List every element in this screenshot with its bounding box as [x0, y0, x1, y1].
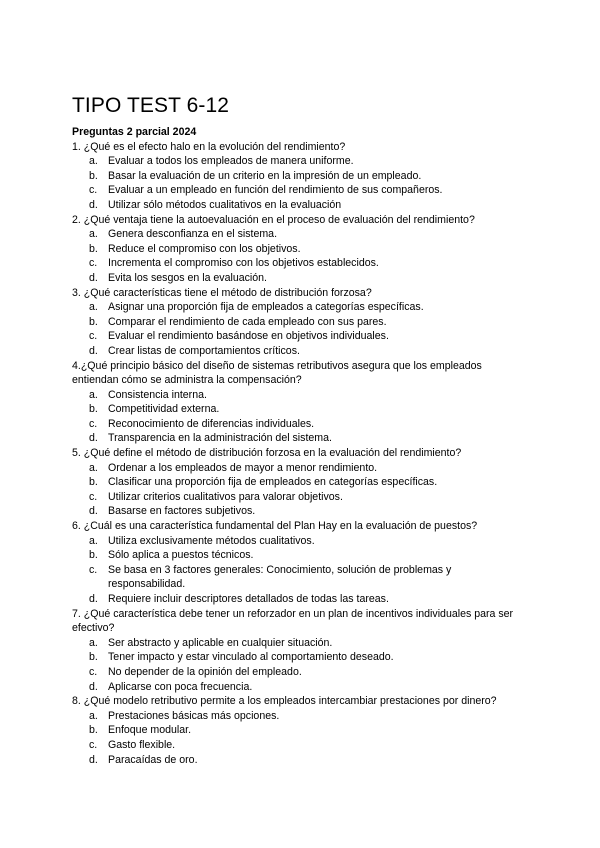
option-text: Incrementa el compromiso con los objetivos establecidos. [108, 257, 379, 270]
answer-option [72, 650, 528, 665]
answer-option [72, 636, 528, 651]
section-subtitle: Preguntas 2 parcial 2024 [72, 126, 197, 138]
question-text: 6. ¿Cuál es una característica fundamental del Plan Hay en la evaluación de puestos? [72, 520, 478, 533]
answer-option [72, 242, 528, 257]
question-block [72, 446, 528, 519]
answer-option [72, 753, 528, 768]
option-text: Ser abstracto y aplicable en cualquier situación. [108, 636, 333, 649]
question-text: 1. ¿Qué es el efecto halo en la evolución del rendimiento? [72, 140, 346, 153]
answer-option [72, 680, 528, 695]
option-list [72, 388, 528, 446]
option-letter: c. [89, 257, 98, 270]
question-text: 8. ¿Qué modelo retributivo permite a los empleados intercambiar prestaciones por dinero? [72, 695, 497, 708]
option-text: Basar la evaluación de un criterio en la impresión de un empleado. [108, 169, 422, 182]
option-text: Reconocimiento de diferencias individuales. [108, 417, 315, 430]
answer-option [72, 402, 528, 417]
answer-option [72, 723, 528, 738]
answer-option [72, 329, 528, 344]
answer-option [72, 534, 528, 549]
option-letter: a. [89, 388, 98, 401]
option-letter: b. [89, 315, 98, 328]
option-text: Prestaciones básicas más opciones. [108, 709, 280, 722]
option-text: Se basa en 3 factores generales: Conocimiento, solución de problemas y responsabilidad. [108, 563, 452, 591]
option-letter: d. [89, 432, 98, 445]
answer-option [72, 431, 528, 446]
option-list [72, 636, 528, 694]
option-text: Basarse en factores subjetivos. [108, 505, 256, 518]
option-letter: d. [89, 593, 98, 605]
document-content [72, 125, 528, 767]
question-block [72, 286, 528, 359]
answer-option [72, 709, 528, 724]
option-text: Evaluar a un empleado en función del rendimiento de sus compañeros. [108, 184, 443, 197]
option-letter: a. [89, 301, 98, 314]
option-letter: b. [89, 724, 98, 737]
answer-option [72, 738, 528, 753]
option-letter: a. [89, 636, 98, 649]
option-text: Transparencia en la administración del sistema. [108, 432, 332, 445]
option-list [72, 534, 528, 607]
option-text: Gasto flexible. [108, 738, 176, 751]
question-block [72, 519, 528, 607]
answer-option [72, 417, 528, 432]
answer-option [72, 461, 528, 476]
question-block [72, 213, 528, 286]
option-text: Utiliza exclusivamente métodos cualitativos. [108, 534, 315, 547]
question-block [72, 359, 528, 447]
option-text: Evaluar el rendimiento basándose en objetivos individuales. [108, 330, 389, 343]
question-list [72, 140, 528, 768]
answer-option [72, 475, 528, 490]
option-letter: b. [89, 476, 98, 489]
answer-option [72, 592, 528, 607]
option-text: Competitividad externa. [108, 403, 220, 416]
answer-option [72, 300, 528, 315]
option-text: No depender de la opinión del empleado. [108, 665, 302, 678]
option-text: Enfoque modular. [108, 724, 192, 737]
option-text: Evita los sesgos en la evaluación. [108, 271, 267, 284]
option-text: Genera desconfianza en el sistema. [108, 228, 278, 241]
answer-option [72, 183, 528, 198]
option-letter: b. [89, 403, 98, 416]
option-letter: b. [89, 242, 98, 255]
option-text: Consistencia interna. [108, 388, 207, 401]
option-letter: a. [89, 461, 98, 474]
question-block [72, 140, 528, 213]
answer-option [72, 344, 528, 359]
question-text: 4.¿Qué principio básico del diseño de sistemas retributivos asegura que los empleados entiendan cómo se administra la compensación? [72, 359, 482, 387]
answer-option [72, 169, 528, 184]
option-text: Crear listas de comportamientos críticos. [108, 344, 300, 357]
option-letter: c. [89, 490, 98, 503]
option-text: Clasificar una proporción fija de empleados en categorías específicas. [108, 476, 438, 489]
option-text: Aplicarse con poca frecuencia. [108, 680, 253, 693]
option-letter: b. [89, 169, 98, 182]
option-letter: a. [89, 709, 98, 722]
option-list [72, 709, 528, 767]
option-list [72, 154, 528, 212]
option-text: Utilizar criterios cualitativos para valorar objetivos. [108, 490, 343, 503]
option-letter: b. [89, 651, 98, 664]
answer-option [72, 256, 528, 271]
answer-option [72, 548, 528, 563]
option-letter: d. [89, 198, 98, 211]
option-letter: c. [89, 563, 98, 576]
option-letter: d. [89, 344, 98, 357]
option-letter: c. [89, 665, 98, 678]
answer-option [72, 315, 528, 330]
option-list [72, 461, 528, 519]
option-letter: a. [89, 534, 98, 547]
answer-option [72, 388, 528, 403]
option-letter: d. [89, 680, 98, 693]
document-title: TIPO TEST 6-12 [72, 94, 230, 117]
answer-option [72, 665, 528, 680]
option-letter: c. [89, 184, 98, 197]
option-text: Paracaídas de oro. [108, 753, 198, 766]
option-text: Reduce el compromiso con los objetivos. [108, 242, 301, 255]
option-text: Utilizar sólo métodos cualitativos en la evaluación [108, 198, 342, 211]
option-text: Evaluar a todos los empleados de manera uniforme. [108, 155, 354, 168]
option-text: Tener impacto y estar vinculado al comportamiento deseado. [108, 651, 394, 664]
option-text: Sólo aplica a puestos técnicos. [108, 549, 254, 562]
option-list [72, 300, 528, 358]
option-letter: a. [89, 228, 98, 241]
option-letter: b. [89, 549, 98, 562]
question-block [72, 607, 528, 695]
option-letter: c. [89, 738, 98, 751]
question-text: 3. ¿Qué características tiene el método de distribución forzosa? [72, 286, 372, 299]
question-text: 2. ¿Qué ventaja tiene la autoevaluación en el proceso de evaluación del rendimiento? [72, 213, 475, 226]
question-text: 5. ¿Qué define el método de distribución forzosa en la evaluación del rendimiento? [72, 447, 462, 460]
question-block [72, 694, 528, 767]
question-text: 7. ¿Qué característica debe tener un reforzador en un plan de incentivos individuales para ser efectivo? [72, 607, 514, 635]
option-letter: d. [89, 753, 98, 766]
option-list [72, 227, 528, 285]
option-letter: a. [89, 155, 98, 168]
option-letter: d. [89, 271, 98, 284]
option-letter: d. [89, 505, 98, 518]
option-text: Ordenar a los empleados de mayor a menor rendimiento. [108, 461, 378, 474]
option-text: Requiere incluir descriptores detallados de todas las tareas. [108, 593, 389, 605]
answer-option [72, 271, 528, 286]
answer-option [72, 490, 528, 505]
answer-option [72, 154, 528, 169]
answer-option [72, 504, 528, 519]
option-text: Comparar el rendimiento de cada empleado con sus pares. [108, 315, 387, 328]
option-letter: c. [89, 330, 98, 343]
answer-option [72, 563, 528, 592]
answer-option [72, 198, 528, 213]
answer-option [72, 227, 528, 242]
option-letter: c. [89, 417, 98, 430]
option-text: Asignar una proporción fija de empleados a categorías específicas. [108, 301, 424, 314]
